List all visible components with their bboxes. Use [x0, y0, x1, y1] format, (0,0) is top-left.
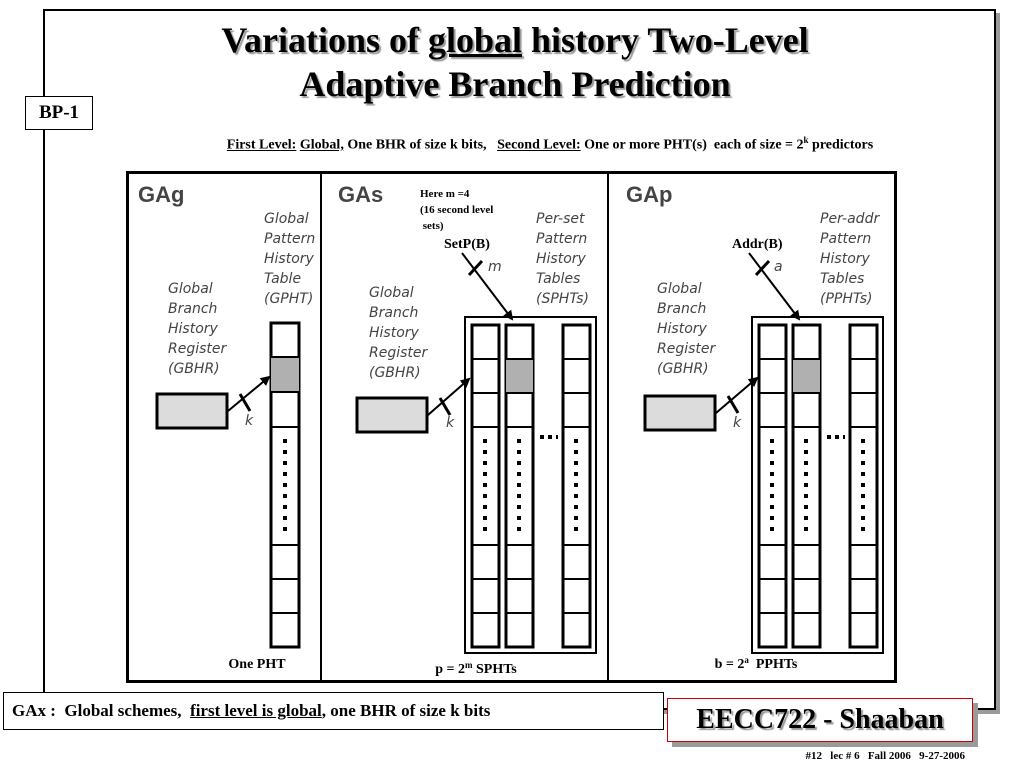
- gas-caption: [435, 660, 517, 677]
- second-level-label: Second Level:: [497, 137, 581, 153]
- gas-register-label-line: (GBHR): [369, 365, 421, 381]
- gap-register-label-line: Branch: [657, 301, 707, 317]
- slide-info: #12 lec # 6 Fall 2006 9-27-2006: [805, 750, 965, 762]
- first-level-label: First Level:: [226, 137, 297, 153]
- gas-table-label-line: Per-set: [536, 211, 585, 227]
- gas-gbhr-register: [357, 398, 427, 432]
- gas-note-line: Here m =4: [420, 188, 470, 200]
- gas-table-label: [536, 211, 589, 307]
- gas-table-label-line: (SPHTs): [536, 291, 589, 307]
- gas-table-label-line: History: [536, 251, 586, 267]
- gap-table-label-line: (PPHTs): [820, 291, 873, 307]
- title-line1-end: history Two-Level: [522, 20, 809, 60]
- first-level-value: Global,: [299, 137, 344, 153]
- gap-a-label: a: [774, 259, 783, 275]
- second-level-rest: One or more PHT(s) each of size = 2: [580, 137, 804, 153]
- gap-caption-suffix: PPHTs: [748, 657, 798, 672]
- gas-register-label-line: History: [369, 325, 419, 341]
- gas-note-line: (16 second level: [420, 204, 494, 216]
- gap-gbhr-register: [645, 396, 715, 430]
- gap-ppht-selected-entry: [793, 359, 820, 393]
- second-level-exponent: k: [803, 135, 809, 145]
- gas-title: GAs: [338, 182, 384, 207]
- slide-label: BP-1: [25, 96, 93, 130]
- gax-summary-box: [3, 692, 664, 730]
- gag-title: GAg: [138, 182, 185, 207]
- gas-register-label-line: Register: [369, 345, 428, 361]
- gap-ppht-column: [759, 325, 786, 647]
- gag-table-label-line: Pattern: [264, 231, 316, 247]
- gap-register-label-line: History: [657, 321, 707, 337]
- gas-m-label: m: [488, 259, 502, 275]
- gag-k-label: k: [245, 413, 254, 429]
- summary-suffix: , one BHR of size k bits: [321, 701, 491, 720]
- gap-ppht-column: [850, 325, 877, 647]
- gap-title: GAp: [626, 182, 673, 207]
- gag-table-label-line: History: [264, 251, 314, 267]
- gag-caption: One PHT: [228, 657, 286, 672]
- gas-caption-suffix: SPHTs: [472, 662, 517, 677]
- gax-diagram: [126, 171, 897, 683]
- second-level-end: predictors: [808, 137, 874, 153]
- course-badge: EECC722 - Shaaban: [667, 698, 973, 742]
- gag-table-label-line: Table: [264, 271, 302, 287]
- gas-spht-column: [563, 325, 590, 647]
- level-description: [120, 135, 980, 154]
- gap-register-label-line: Register: [657, 341, 716, 357]
- gap-k-label: k: [733, 415, 742, 431]
- gap-caption-prefix: b = 2: [714, 657, 745, 672]
- gag-register-label-line: Global: [168, 281, 213, 297]
- gap-table-label-line: Tables: [820, 271, 865, 287]
- title-underlined-word: global: [428, 20, 523, 60]
- gas-note-line: sets): [420, 220, 444, 232]
- gag-register-label-line: Register: [168, 341, 227, 357]
- gap-register-label-line: Global: [657, 281, 702, 297]
- gas-selector-label: SetP(B): [444, 237, 490, 252]
- gap-register-label-line: (GBHR): [657, 361, 709, 377]
- gas-spht-selected-entry: [506, 359, 533, 393]
- gag-register-label-line: Branch: [168, 301, 218, 317]
- gag-table-label-line: (GPHT): [264, 291, 314, 307]
- gas-spht-column: [506, 325, 533, 647]
- summary-prefix: GAx : Global schemes,: [12, 701, 191, 720]
- gap-table-label-line: History: [820, 251, 870, 267]
- gas-register-label-line: Branch: [369, 305, 419, 321]
- title-line2: Adaptive Branch Prediction: [299, 64, 731, 104]
- gag-table-label: [264, 211, 315, 307]
- gag-register-label-line: (GBHR): [168, 361, 220, 377]
- gas-spht-column: [472, 325, 499, 647]
- gag-pht-table: [271, 323, 299, 647]
- gag-gbhr-register: [157, 394, 227, 428]
- gas-caption-prefix: p = 2: [435, 662, 466, 677]
- title-line1-start: Variations of: [221, 20, 428, 60]
- gag-register-label-line: History: [168, 321, 218, 337]
- gap-table-label-line: Pattern: [820, 231, 872, 247]
- gap-selector-label: Addr(B): [732, 237, 783, 252]
- gap-caption-exponent: a: [744, 655, 749, 665]
- gas-table-label-line: Pattern: [536, 231, 588, 247]
- gas-register-label-line: Global: [369, 285, 414, 301]
- gas-table-label-line: Tables: [536, 271, 581, 287]
- gag-table-label-line: Global: [264, 211, 309, 227]
- gag-pht-selected-entry: [271, 357, 299, 392]
- gap-table-label-line: Per-addr: [820, 211, 880, 227]
- gap-ppht-column: [793, 325, 820, 647]
- slide-title: [95, 18, 935, 106]
- gas-caption-exponent: m: [465, 660, 473, 670]
- gap-caption: [715, 655, 798, 672]
- gas-k-label: k: [446, 415, 455, 431]
- first-level-rest: One BHR of size k bits,: [343, 137, 498, 153]
- summary-underlined: first level is global: [190, 701, 322, 720]
